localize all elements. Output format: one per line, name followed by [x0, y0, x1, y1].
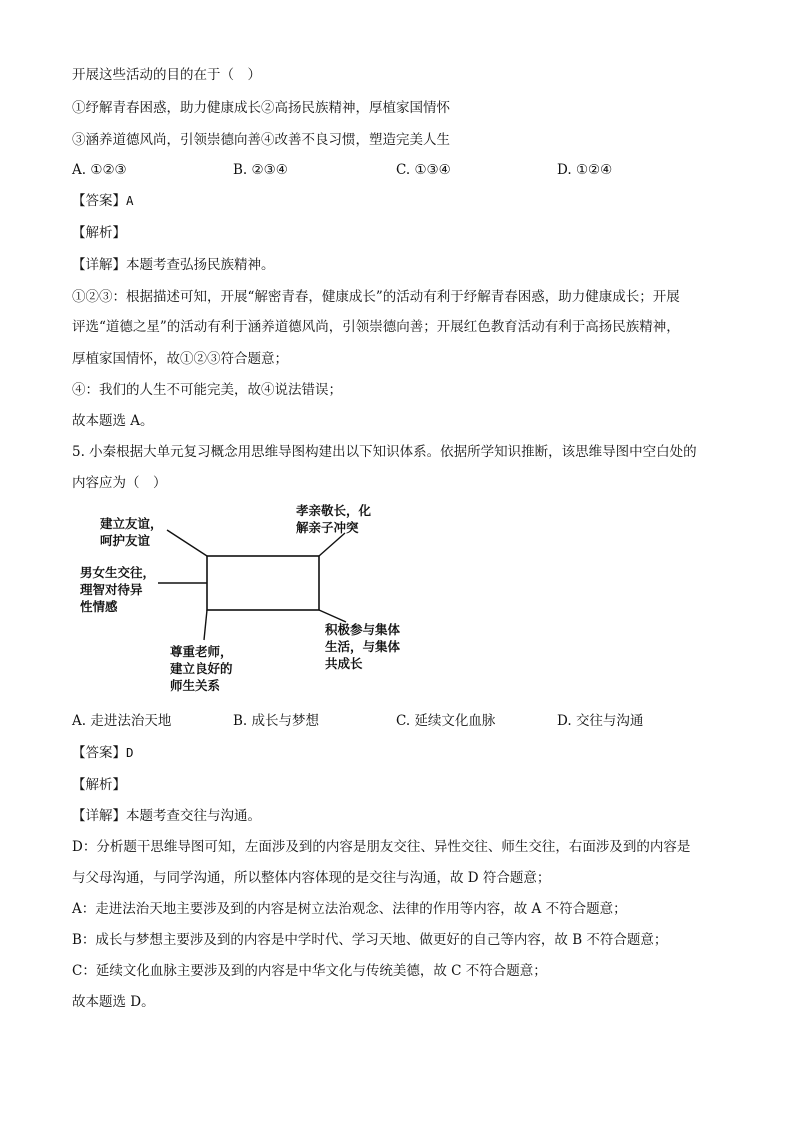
q5-answer [72, 744, 134, 762]
node-line: 尊重老师， [170, 644, 233, 659]
option-letter: B. [233, 162, 248, 178]
q4-item-line-2: ③涵养道德风尚，引领崇德向善④改善不良习惯，塑造完美人生 [72, 132, 450, 148]
q5-detail-intro [72, 807, 261, 825]
node-line: 建立良好的 [170, 661, 233, 676]
node-line: 积极参与集体 [325, 622, 401, 637]
q5-option-a [72, 712, 171, 730]
detail-intro-text: 本题考查交往与沟通。 [126, 808, 261, 824]
q4-analysis-tag: 【解析】 [72, 225, 126, 241]
q4-detail-line-1: ①②③：根据描述可知，开展“解密青春，健康成长”的活动有利于纾解青春困惑，助力健康成长；开展 [72, 289, 680, 305]
option-letter: A. [72, 713, 87, 729]
node-line: 建立友谊， [100, 516, 163, 531]
option-text: 交往与沟通 [575, 713, 644, 729]
option-text: ②③④ [251, 162, 288, 178]
q5-detail-line-6: 故本题选 D。 [72, 994, 155, 1010]
q5-analysis-tag: 【解析】 [72, 777, 126, 793]
detail-tag: 【详解】 [72, 808, 126, 824]
answer-tag: 【答案】 [72, 745, 126, 761]
option-text: 延续文化血脉 [414, 713, 496, 729]
option-text: 成长与梦想 [251, 713, 320, 729]
option-text: 走进法治天地 [90, 713, 172, 729]
connector-top-right [319, 533, 345, 556]
q5-detail-line-3: A：走进法治天地主要涉及到的内容是树立法治观念、法律的作用等内容，故 A 不符合题意； [72, 901, 627, 917]
node-line: 孝亲敬长，化 [296, 503, 372, 518]
connector-top-left [167, 530, 207, 556]
q5-detail-line-1: D：分析题干思维导图可知，左面涉及到的内容是朋友交往、异性交往、师生交往，右面涉及到的内容是 [72, 839, 691, 855]
option-letter: B. [233, 713, 248, 729]
q5-stem-line-1: 5. 小秦根据大单元复习概念用思维导图构建出以下知识体系。依据所学知识推断，该思维导图中空白处的 [72, 444, 697, 460]
node-line: 解亲子冲突 [296, 520, 359, 535]
option-letter: C. [396, 162, 411, 178]
option-text: ①②③ [90, 162, 127, 178]
q5-option-d [557, 712, 643, 730]
q5-detail-line-5: C：延续文化血脉主要涉及到的内容是中华文化与传统美德，故 C 不符合题意； [72, 963, 547, 979]
node-line: 共成长 [325, 656, 363, 671]
option-letter: C. [396, 713, 411, 729]
mind-map-node-gender-interaction [80, 564, 155, 615]
q4-detail-line-3: 厚植家国情怀，故①②③符合题意； [72, 351, 288, 367]
q5-option-c [396, 712, 495, 730]
q5-detail-line-2: 与父母沟通，与同学沟通，所以整体内容体现的是交往与沟通，故 D 符合题意； [72, 870, 551, 886]
q4-detail-line-2: 评选“道德之星”的活动有利于涵养道德风尚，引领崇德向善；开展红色教育活动有利于高扬民族精神， [72, 319, 680, 335]
q5-detail-line-4: B：成长与梦想主要涉及到的内容是中学时代、学习天地、做更好的自己等内容，故 B 不符合题意； [72, 932, 668, 948]
node-line: 理智对待异 [80, 582, 143, 597]
option-letter: A. [72, 162, 87, 178]
answer-tag: 【答案】 [72, 193, 126, 209]
q4-item-line-1: ①纾解青春困惑，助力健康成长②高扬民族精神，厚植家国情怀 [72, 100, 450, 116]
q5-option-b [233, 712, 319, 730]
q4-stem: 开展这些活动的目的在于（ ） [72, 67, 261, 83]
node-line: 性情感 [80, 599, 118, 614]
mind-map-node-friendship [100, 515, 163, 549]
node-line: 呵护友谊 [100, 533, 151, 548]
node-line: 师生关系 [170, 678, 221, 693]
option-letter: D. [557, 713, 572, 729]
node-line: 男女生交往， [80, 565, 156, 580]
q4-detail-line-4: ④：我们的人生不可能完美，故④说法错误； [72, 382, 342, 398]
connector-bottom-left [204, 610, 207, 640]
mind-map-center-box [207, 556, 319, 610]
option-letter: D. [557, 162, 572, 178]
mind-map-node-parents [296, 502, 371, 536]
node-line: 生活，与集体 [325, 639, 401, 654]
mind-map-node-teacher-relationship [170, 643, 233, 694]
answer-value: D [126, 745, 134, 760]
q4-detail-line-5: 故本题选 A。 [72, 413, 154, 429]
detail-intro-text: 本题考查弘扬民族精神。 [126, 257, 275, 273]
option-text: ①②④ [575, 162, 613, 178]
detail-tag: 【详解】 [72, 257, 126, 273]
option-text: ①③④ [414, 162, 451, 178]
q5-stem-line-2: 内容应为（ ） [72, 475, 167, 491]
answer-value: A [126, 193, 134, 208]
mind-map-node-collective [325, 621, 400, 672]
